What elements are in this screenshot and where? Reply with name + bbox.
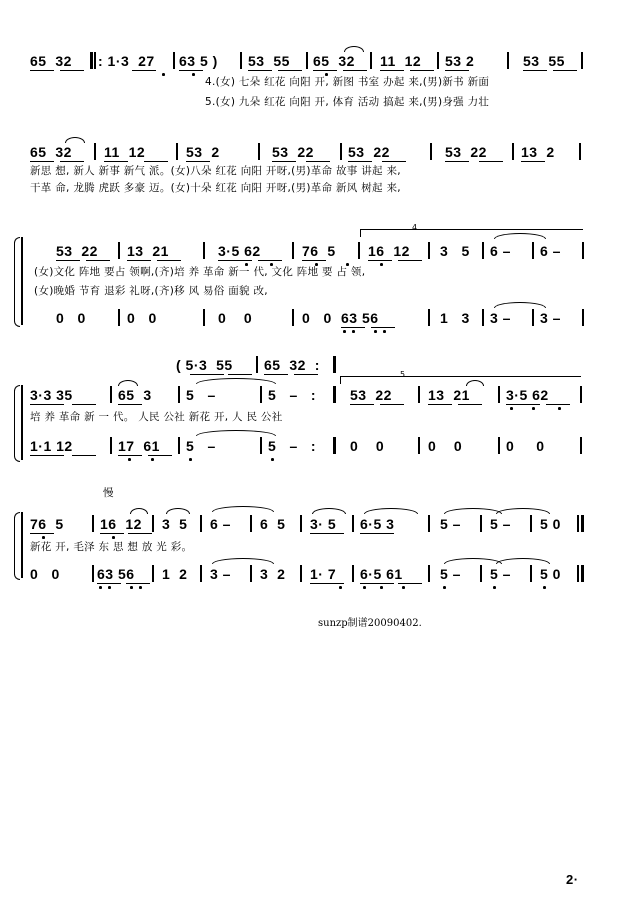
system-2-lyrics-2: 干革 命, 龙腾 虎跃 多豪 迈。(女)十朵 红花 向阳 开呀,(男)革命 新风 树起 来,	[30, 182, 401, 194]
system-3-lyrics-1: (女)文化 阵地 要占 领啊,(齐)培 养 革命 新一 代, 文化 阵地 要 占 领,	[34, 266, 366, 278]
credit-line: sunzp制谱20090402.	[318, 618, 422, 629]
system-5-lyrics: 新花 开, 毛泽 东 思 想 放 光 彩。	[30, 541, 193, 553]
page-number: 2·	[566, 872, 579, 887]
s1-notes-a: 65 32	[30, 53, 72, 69]
system-2-lyrics-1: 新思 想, 新人 新事 新气 派。(女)八朵 红花 向阳 开呀,(男)革命 故事 讲起 来,	[30, 165, 401, 177]
verse-5-lyrics: 5.(女) 九朵 红花 向阳 开, 体育 活动 搞起 来,(男)身强 力壮	[205, 96, 490, 108]
system-4-lyrics: 培 养 革命 新 一 代。 人民 公社 新花 开, 人 民 公社	[30, 411, 283, 423]
tempo-marking: 慢	[103, 487, 114, 499]
verse-4-lyrics: 4.(女) 七朵 红花 向阳 开, 新图 书室 办起 来,(男)新书 新面	[205, 76, 490, 88]
interlude: ( 5·3 55	[176, 357, 233, 373]
system-3-lyrics-2: (女)晚婚 节育 退彩 礼呀,(齐)移 风 易俗 面貌 改,	[34, 285, 268, 297]
